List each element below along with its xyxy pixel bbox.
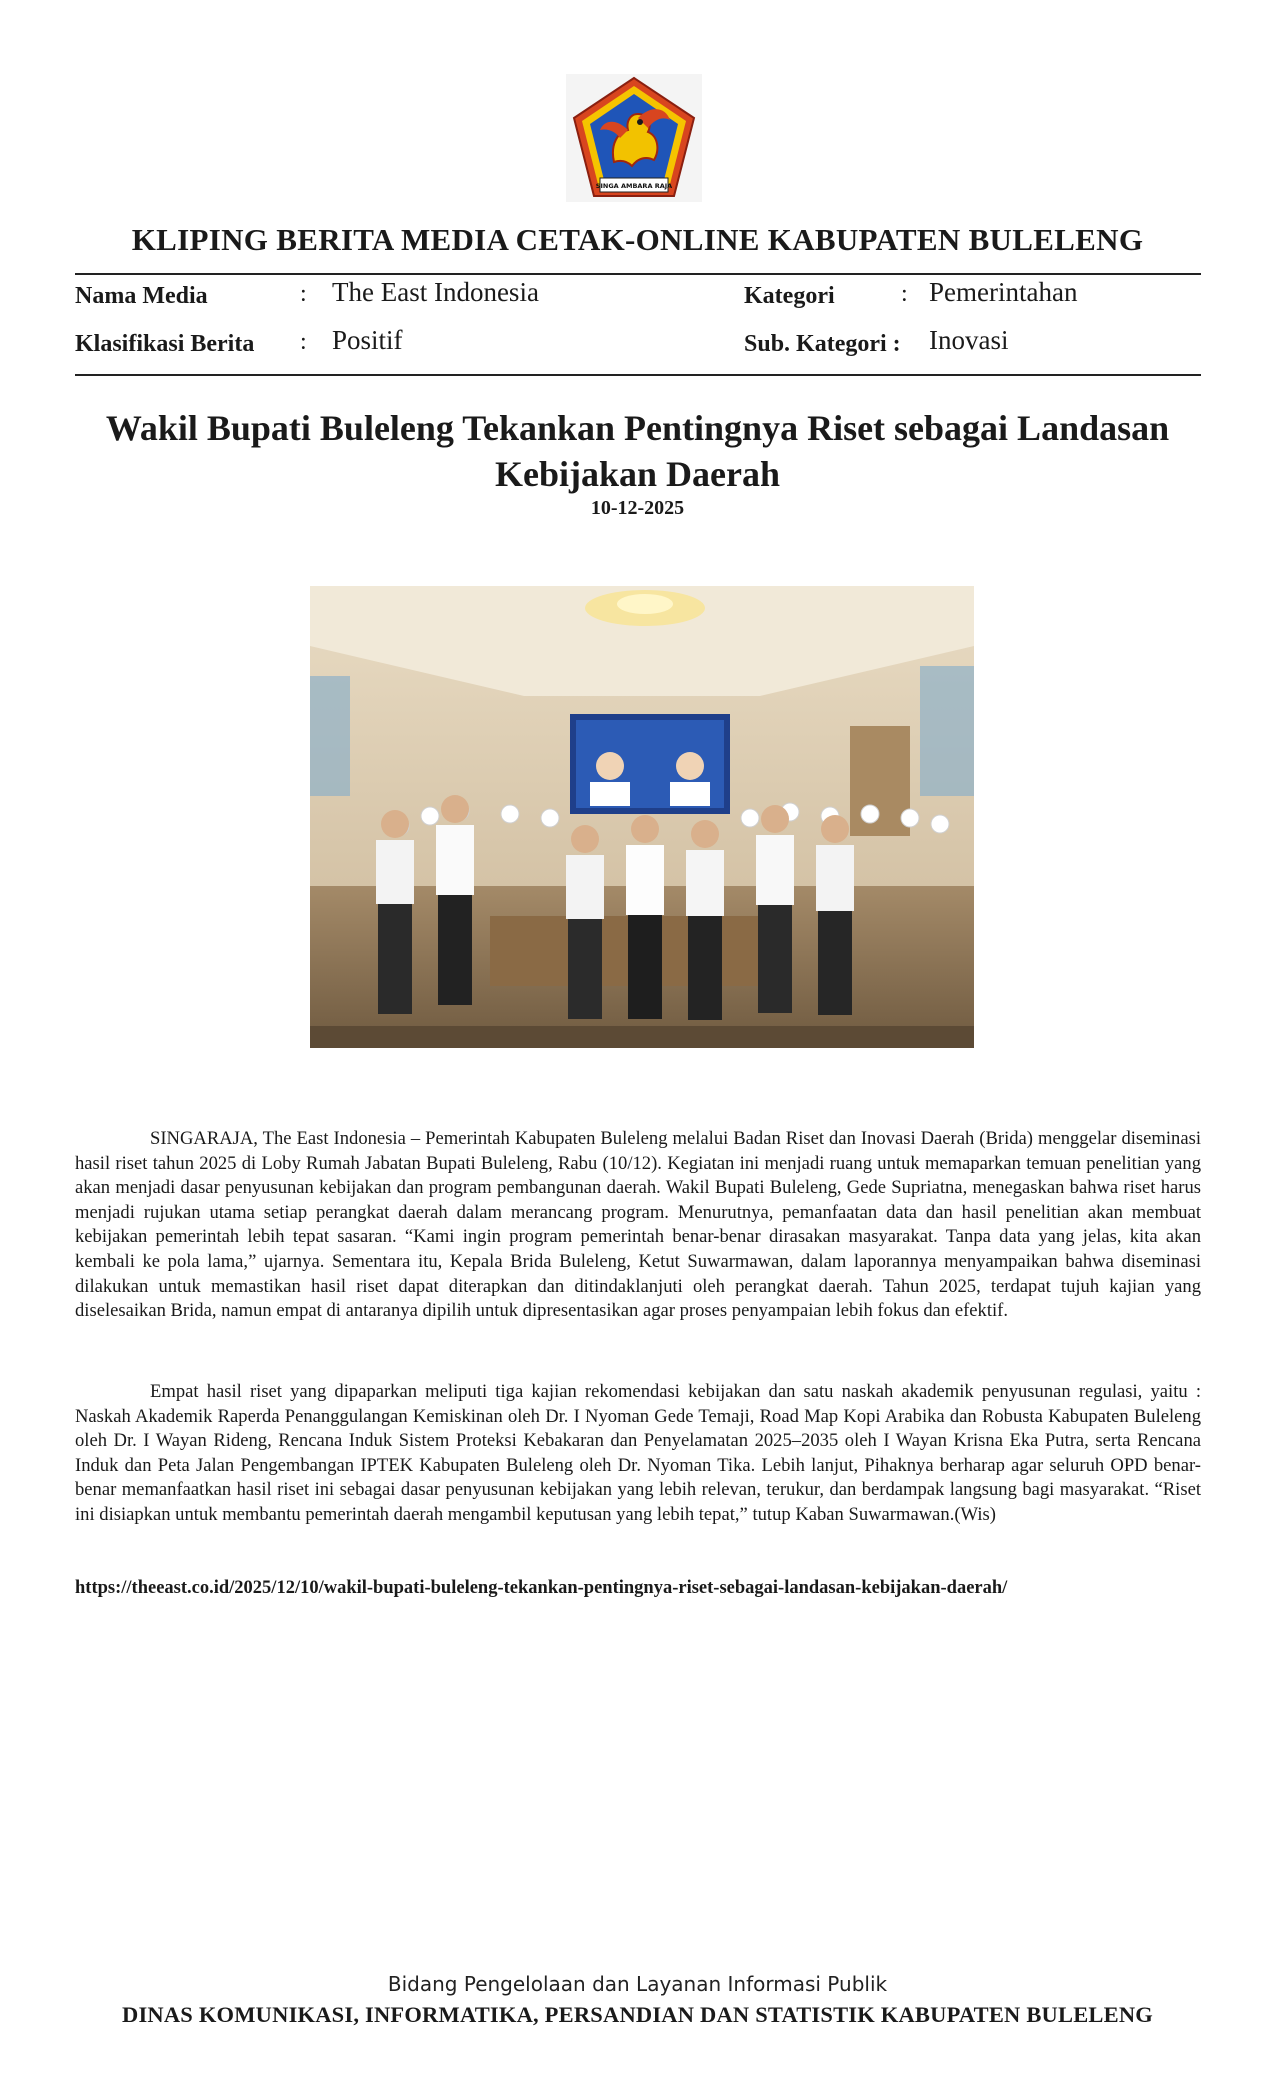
article-title: Wakil Bupati Buleleng Tekankan Pentingnya Riset sebagai Landasan Kebijakan Daerah: [105, 408, 1170, 494]
footer-unit: Bidang Pengelolaan dan Layanan Informasi Publik: [387, 1972, 888, 1996]
category-colon: :: [901, 281, 908, 307]
media-colon: :: [300, 281, 307, 307]
media-value: The East Indonesia: [332, 277, 539, 307]
news-photo: [310, 586, 974, 1048]
source-link[interactable]: https://theeast.co.id/2025/12/10/wakil-bupati-buleleng-tekankan-pentingnya-riset-sebagai-landasan-kebijakan-daerah/: [75, 1578, 1008, 1598]
footer-agency: DINAS KOMUNIKASI, INFORMATIKA, PERSANDIAN DAN STATISTIK KABUPATEN BULELENG: [122, 2002, 1153, 2027]
subcategory-value: Inovasi: [929, 325, 1009, 355]
buleleng-regency-emblem-icon: [566, 74, 702, 202]
article-body: [75, 1127, 1201, 1324]
meta-row-media: [75, 277, 1201, 317]
article-date: 10-12-2025: [590, 497, 685, 519]
svg-text:SINGA AMBARA RAJA: SINGA AMBARA RAJA: [595, 182, 673, 190]
classification-colon: :: [300, 329, 307, 355]
clipping-heading: KLIPING BERITA MEDIA CETAK-ONLINE KABUPATEN BULELENG: [131, 222, 1144, 257]
article-paragraph: Empat hasil riset yang dipaparkan meliputi tiga kajian rekomendasi kebijakan dan satu naskah akademik penyusunan regulasi, yaitu : Naskah Akademik Raperda Penanggulangan Kemiskinan oleh Dr. I Nyoman Gede Temaji, Road Map Kopi Arabika dan Robusta Kabupaten Buleleng oleh Dr. I Wayan Rideng, Rencana Induk Sistem Proteksi Kebakaran dan Penyelamatan 2025–2035 oleh I Wayan Krisna Eka Putra, serta Rencana Induk dan Peta Jalan Pengembangan IPTEK Kabupaten Buleleng oleh Dr. Nyoman Tika. Lebih lanjut, Pihaknya berharap agar seluruh OPD benar-benar memanfaatkan hasil riset ini sebagai dasar penyusunan kebijakan yang lebih relevan, terukur, dan berdampak langsung bagi masyarakat. “Riset ini disiapkan untuk membantu pemerintah daerah mengambil keputusan yang lebih tepat,” tutup Kaban Suwarmawan.(Wis): [75, 1381, 1201, 1525]
article-body-continued: [75, 1380, 1201, 1528]
subcategory-label: Sub. Kategori :: [744, 331, 901, 357]
category-value: Pemerintahan: [929, 277, 1078, 307]
header-divider-top: [75, 273, 1201, 275]
header-divider-bottom: [75, 374, 1201, 376]
media-label: Nama Media: [75, 283, 208, 309]
classification-label: Klasifikasi Berita: [75, 331, 255, 357]
category-label: Kategori: [744, 283, 835, 309]
classification-value: Positif: [332, 325, 403, 355]
article-paragraph: SINGARAJA, The East Indonesia – Pemerintah Kabupaten Buleleng melalui Badan Riset dan Inovasi Daerah (Brida) menggelar diseminasi hasil riset tahun 2025 di Loby Rumah Jabatan Bupati Buleleng, Rabu (10/12). Kegiatan ini menjadi ruang untuk memaparkan temuan penelitian yang akan menjadi dasar penyusunan kebijakan dan program pembangunan daerah. Wakil Bupati Buleleng, Gede Supriatna, menegaskan bahwa riset harus menjadi rujukan utama setiap perangkat daerah dalam merancang program. Menurutnya, pemanfaatan data dan hasil penelitian akan membuat kebijakan pemerintah lebih tepat sasaran. “Kami ingin program pemerintah benar-benar dirasakan masyarakat. Tanpa data yang jelas, kita akan kembali ke pola lama,” ujarnya. Sementara itu, Kepala Brida Buleleng, Ketut Suwarmawan, dalam laporannya menyampaikan bahwa diseminasi dilakukan untuk memastikan hasil riset dapat diterapkan dan ditindaklanjuti oleh perangkat daerah. Tahun 2025, terdapat tujuh kajian yang diselesaikan Brida, namun empat di antaranya dipilih untuk dipresentasikan agar proses penyampaian lebih fokus dan efektif.: [75, 1128, 1201, 1322]
meta-row-classification: [75, 325, 1201, 365]
